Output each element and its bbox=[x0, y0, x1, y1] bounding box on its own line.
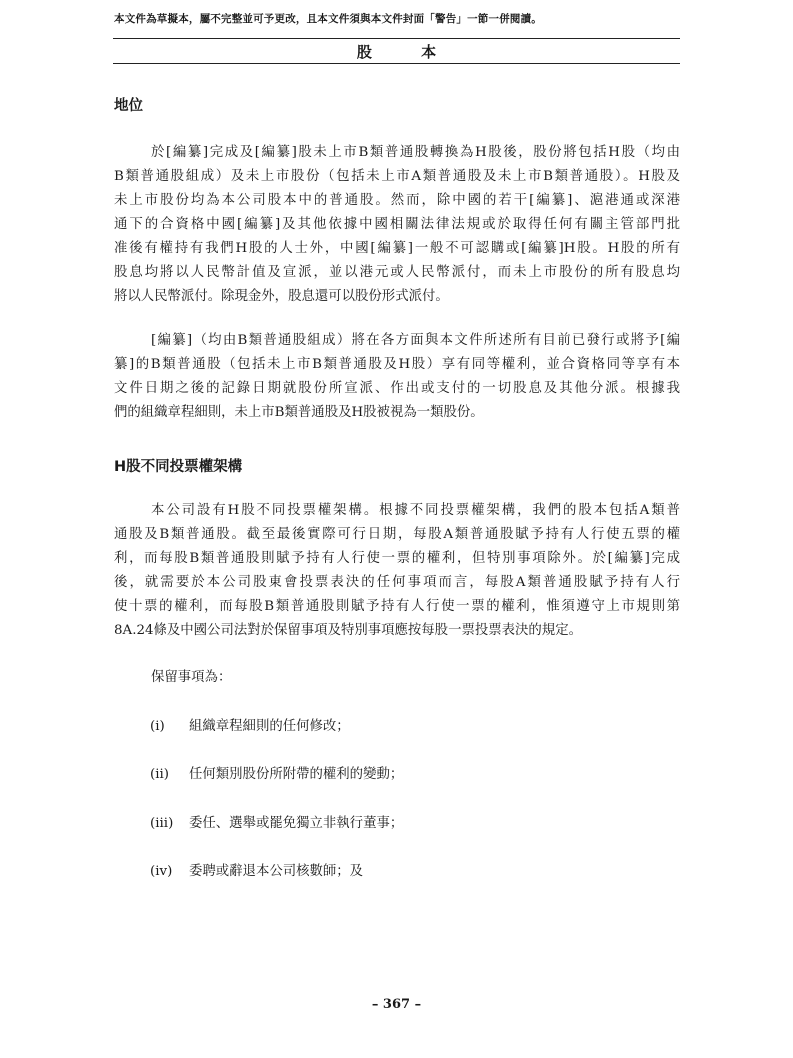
reserved-matters-intro: 保留事項為： bbox=[151, 670, 232, 685]
section-heading-status: 地位 bbox=[114, 98, 143, 114]
paragraph-status-2 bbox=[114, 329, 680, 425]
page-title: 股 本 bbox=[356, 43, 459, 61]
text-line: 於[編纂]完成及[編纂]股未上市B類普通股轉換為H股後，股份將包括H股（均由 bbox=[151, 145, 680, 160]
section-heading-wvr: H股不同投票權架構 bbox=[114, 459, 243, 475]
text-line: 股息均將以人民幣計值及宣派，並以港元或人民幣派付，而未上市股份的所有股息均 bbox=[114, 265, 680, 280]
list-item-text: 委任、選舉或罷免獨立非執行董事； bbox=[189, 816, 404, 831]
list-item-number: (iv) bbox=[150, 864, 173, 879]
text-line: 8A.24條及中國公司法對於保留事項及特別事項應按每股一票投票表決的規定。 bbox=[114, 623, 582, 638]
text-line: 利，而每股B類普通股則賦予持有人行使一票的權利，但特別事項除外。於[編纂]完成 bbox=[114, 551, 680, 566]
paragraph-wvr-1 bbox=[114, 499, 680, 643]
text-line: 文件日期之後的記錄日期就股份所宣派、作出或支付的一切股息及其他分派。根據我 bbox=[114, 381, 680, 396]
list-item-number: (i) bbox=[150, 719, 165, 734]
text-line: 通下的合資格中國[編纂]及其他依據中國相關法律法規或於取得任何有關主管部門批 bbox=[114, 217, 680, 232]
text-line: [編纂]（均由B類普通股組成）將在各方面與本文件所述所有目前已發行或將予[編 bbox=[151, 333, 680, 348]
page-number: – 367 – bbox=[371, 997, 422, 1012]
text-line: 們的組織章程細則，未上市B類普通股及H股被視為一類股份。 bbox=[114, 405, 484, 420]
list-item-number: (iii) bbox=[150, 816, 174, 831]
text-line: 後，就需要於本公司股東會投票表決的任何事項而言，每股A類普通股賦予持有人行 bbox=[114, 575, 680, 590]
text-line: 未上市股份均為本公司股本中的普通股。然而，除中國的若干[編纂]、滬港通或深港 bbox=[114, 193, 680, 208]
header-rule-bottom bbox=[113, 63, 680, 64]
text-line: 將以人民幣派付。除現金外，股息還可以股份形式派付。 bbox=[114, 289, 449, 304]
list-item-text: 委聘或辭退本公司核數師；及 bbox=[189, 864, 364, 879]
text-line: 使十票的權利，而每股B類普通股則賦予持有人行使一票的權利，惟須遵守上市規則第 bbox=[114, 599, 680, 614]
text-line: 准後有權持有我們H股的人士外，中國[編纂]一般不可認購或[編纂]H股。H股的所有 bbox=[114, 241, 680, 256]
text-line: 纂]的B類普通股（包括未上市B類普通股及H股）享有同等權利，並合資格同等享有本 bbox=[114, 357, 680, 372]
paragraph-status-1 bbox=[114, 141, 680, 309]
text-line: 本公司設有H股不同投票權架構。根據不同投票權架構，我們的股本包括A類普 bbox=[151, 503, 680, 518]
draft-notice: 本文件為草擬本，屬不完整並可予更改，且本文件須與本文件封面「警告」一節一併閱讀。 bbox=[114, 13, 542, 25]
text-line: 通股及B類普通股。截至最後實際可行日期，每股A類普通股賦予持有人行使五票的權 bbox=[114, 527, 680, 542]
text-line: B類普通股組成）及未上市股份（包括未上市A類普通股及未上市B類普通股）。H股及 bbox=[114, 169, 680, 184]
list-item-number: (ii) bbox=[150, 767, 170, 782]
header-rule-top bbox=[113, 38, 680, 39]
list-item-text: 任何類別股份所附帶的權利的變動； bbox=[189, 767, 404, 782]
list-item-text: 組織章程細則的任何修改； bbox=[189, 719, 350, 734]
